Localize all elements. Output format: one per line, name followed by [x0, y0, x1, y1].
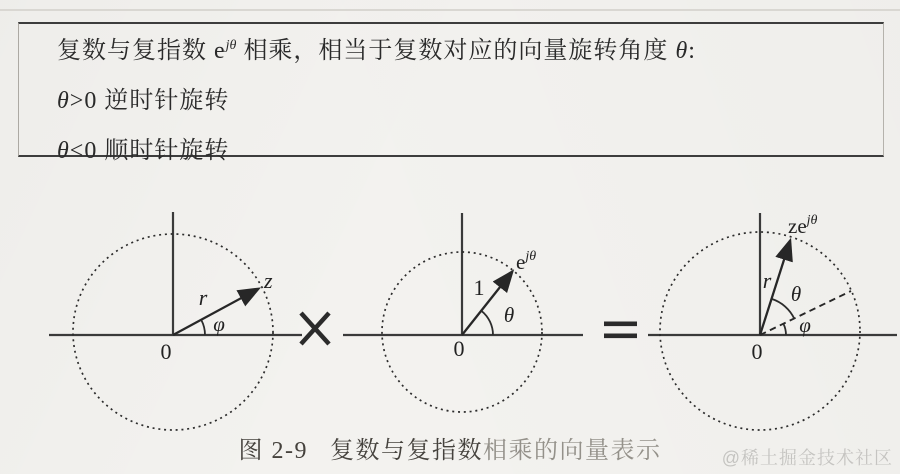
line3-text: <0 顺时针旋转: [69, 138, 230, 164]
statement-line-1: [57, 30, 883, 72]
vector-e-label: [516, 249, 536, 274]
e-superscript: jθ: [225, 38, 237, 53]
complex-exponential-term: [214, 38, 236, 64]
angle-theta-arc: [482, 311, 494, 335]
angle-theta-label: θ: [503, 303, 515, 327]
diagram-rotated-result: [648, 213, 897, 430]
e-base: e: [214, 38, 226, 64]
angle-phi-arc: [784, 324, 787, 335]
magnitude-1-label: 1: [473, 275, 485, 300]
line1-colon: :: [688, 38, 696, 64]
e-superscript: jθ: [525, 249, 537, 264]
origin-label: 0: [453, 336, 465, 361]
figure-number: 图 2-9: [238, 438, 308, 464]
magnitude-r-label: r: [762, 268, 772, 293]
angle-theta-label: θ: [790, 282, 802, 306]
equals-operator: [604, 322, 637, 339]
ze-superscript: jθ: [806, 213, 818, 228]
theta-symbol: θ: [675, 38, 689, 64]
theta-symbol: θ: [57, 138, 70, 164]
ze-base: ze: [788, 214, 807, 238]
vector-rotation-figure: [0, 195, 900, 445]
statement-line-3: [57, 130, 883, 172]
line2-text: >0 逆时针旋转: [69, 88, 230, 114]
watermark-text: @稀土掘金技术社区: [721, 448, 893, 468]
theta-symbol: θ: [57, 88, 70, 114]
origin-label: 0: [751, 339, 763, 364]
multiply-operator: [301, 313, 329, 344]
scan-artifact-line: [0, 9, 900, 11]
statement-box: [18, 22, 884, 164]
statement-line-2: [57, 80, 883, 122]
line1-post-text: 相乘，相当于复数对应的向量旋转角度: [236, 38, 676, 64]
line1-pre-text: 复数与复指数: [57, 38, 214, 64]
e-base: e: [516, 250, 526, 274]
origin-label: 0: [160, 339, 172, 364]
diagram-exponential: [343, 213, 583, 412]
angle-phi-label: φ: [799, 313, 811, 337]
vector-z-label: z: [264, 268, 273, 293]
angle-phi-label: φ: [213, 312, 225, 336]
angle-phi-arc: [201, 320, 205, 335]
magnitude-r-label: r: [198, 285, 208, 310]
caption-title-faded: 相乘的向量表示: [483, 438, 662, 464]
diagram-z: [49, 212, 302, 430]
caption-title-dark: 复数与复指数: [330, 438, 483, 464]
vector-ze-label: [788, 213, 818, 238]
